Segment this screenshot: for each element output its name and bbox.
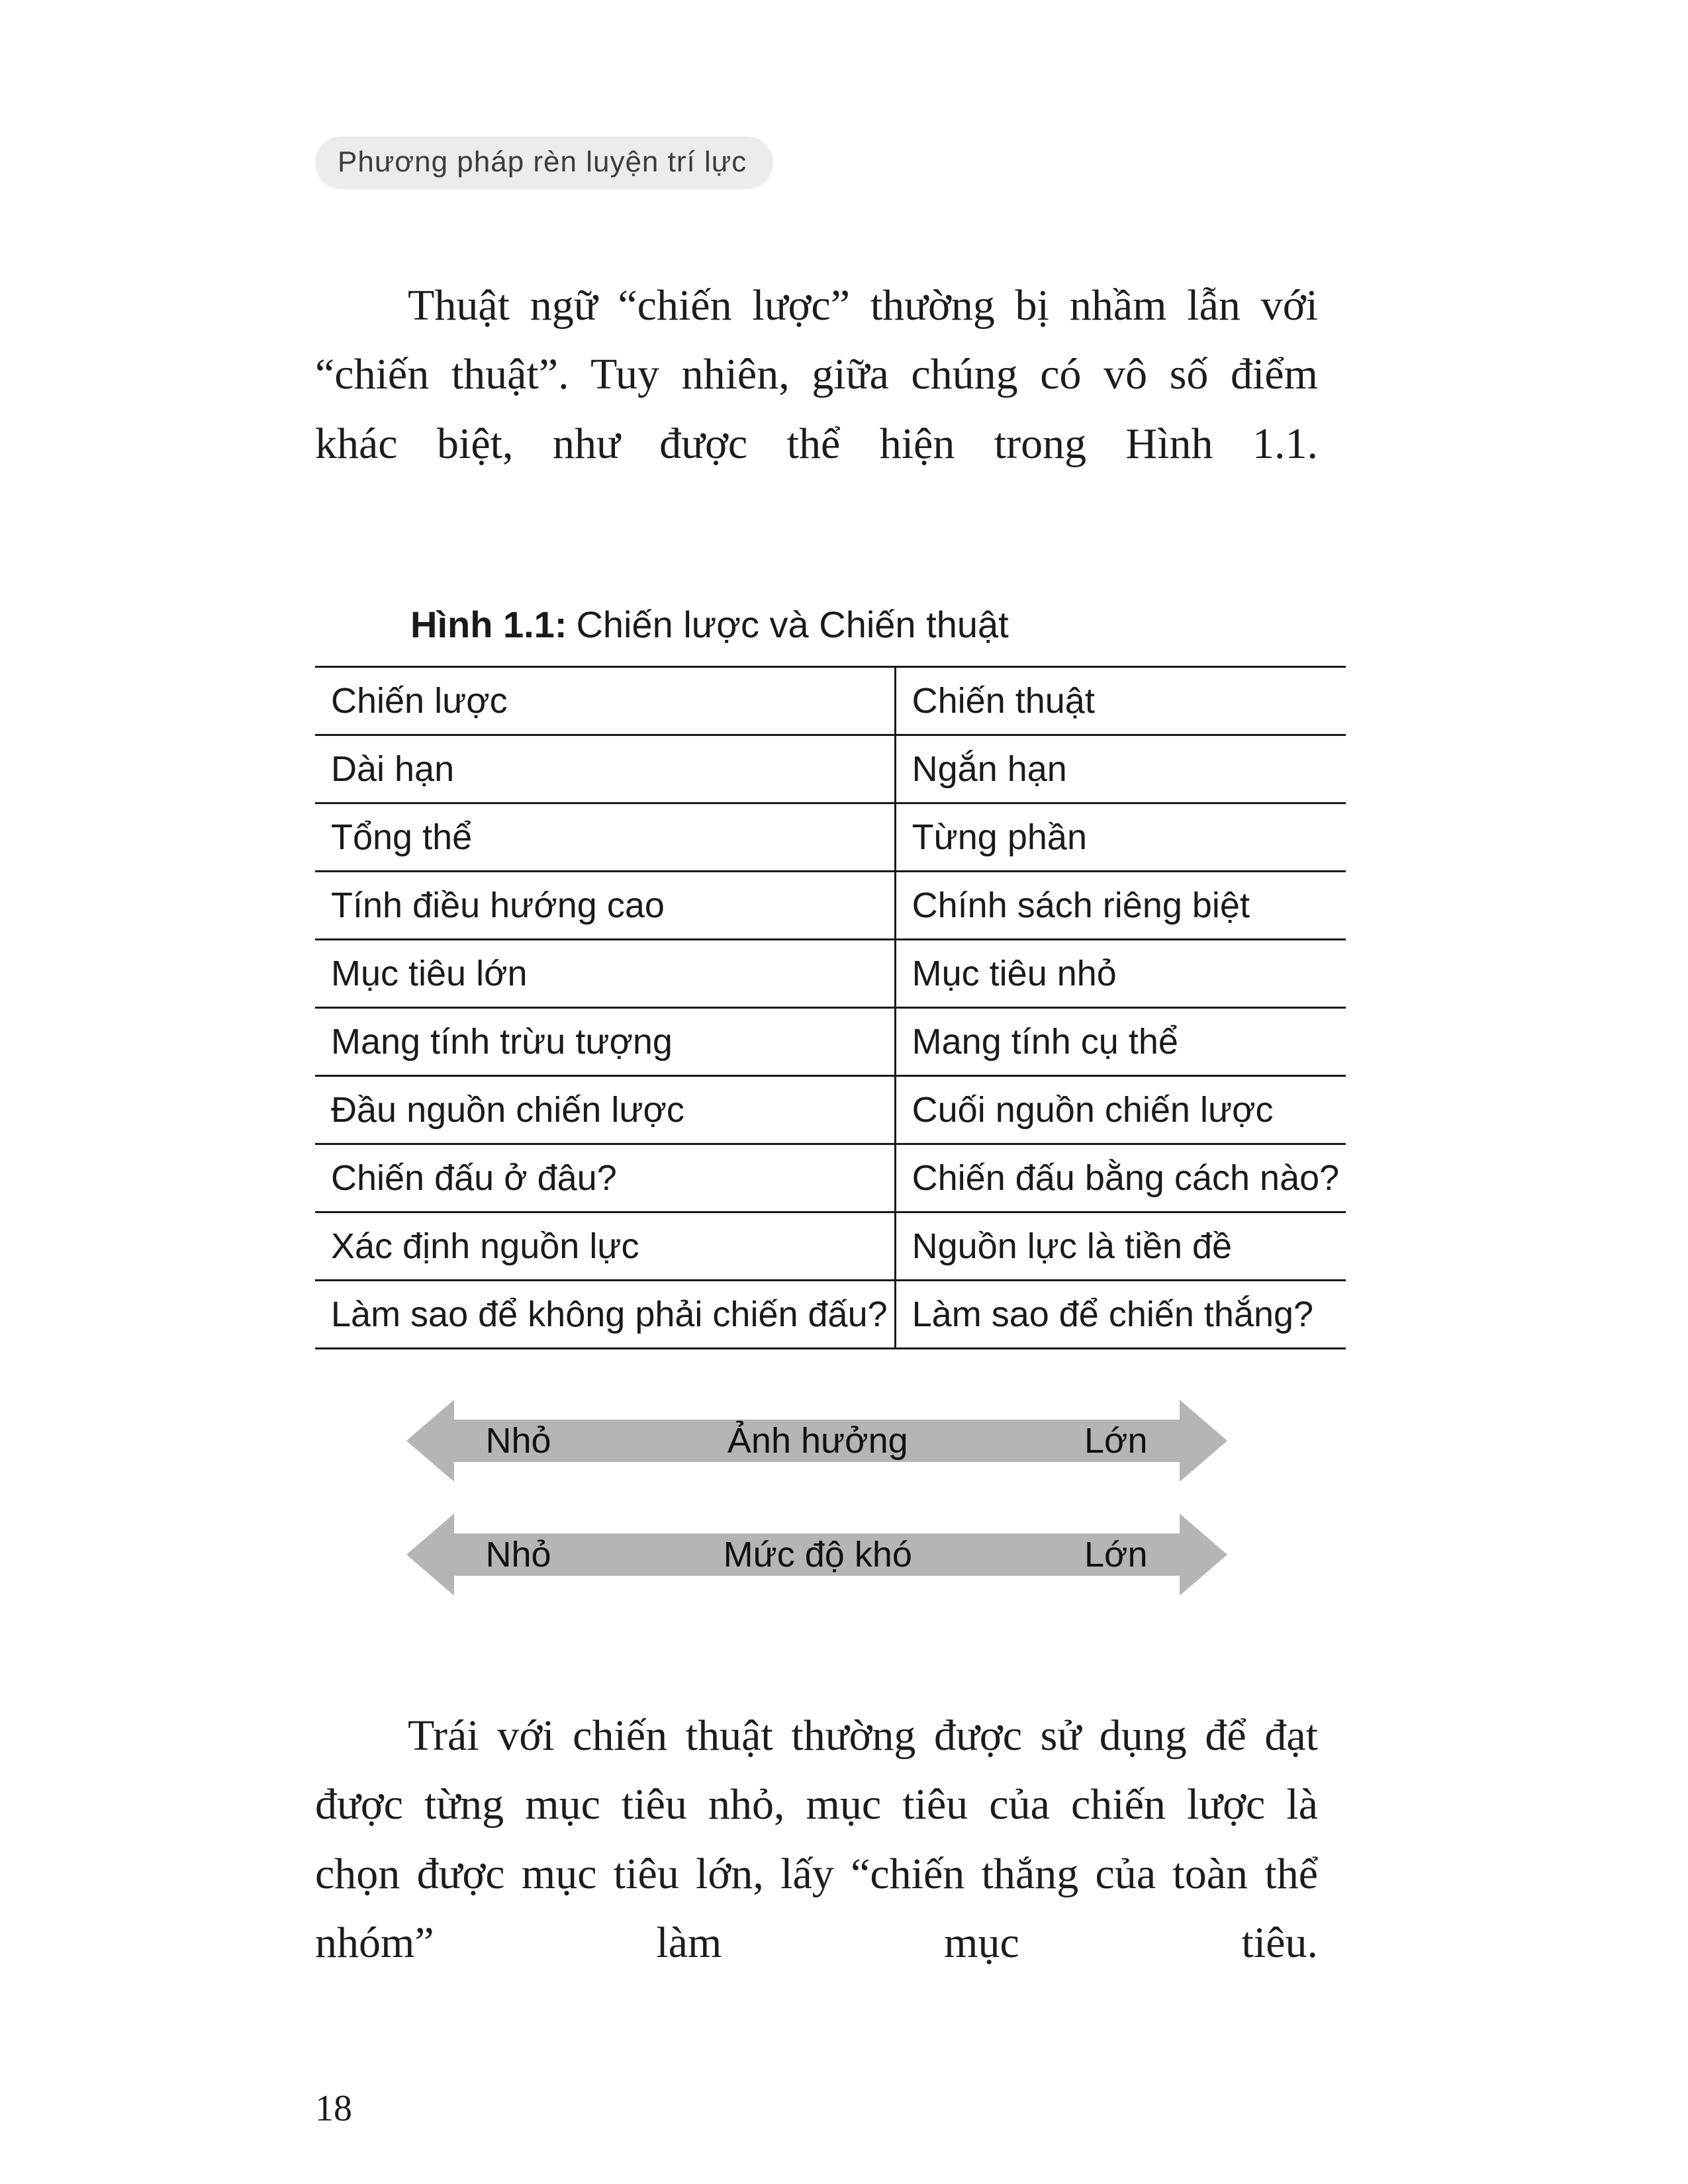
arrow-bar	[454, 1420, 1180, 1462]
table-cell-strategy: Làm sao để không phải chiến đấu?	[315, 1281, 895, 1349]
table-row	[315, 1281, 1346, 1349]
arrow-influence	[406, 1400, 1227, 1482]
arrow-left-label: Nhỏ	[485, 1535, 551, 1575]
table-row	[315, 872, 1346, 940]
paragraph-intro: Thuật ngữ “chiến lược” thường bị nhầm lẫn với “chiến thuật”. Tuy nhiên, giữa chúng có vô số điểm khác biệt, như được thể hiện trong Hình 1.1.	[315, 281, 1318, 468]
running-header	[315, 136, 773, 189]
arrow-right-label: Lớn	[1084, 1421, 1148, 1461]
table-cell-strategy: Chiến lược	[315, 667, 895, 735]
arrow-left-icon	[406, 1514, 454, 1596]
strategy-tactics-table	[315, 666, 1346, 1349]
table-cell-strategy: Mục tiêu lớn	[315, 940, 895, 1008]
table-row	[315, 735, 1346, 803]
table-row	[315, 667, 1346, 735]
arrow-center-label: Ảnh hưởng	[727, 1421, 908, 1461]
running-header-text: Phương pháp rèn luyện trí lực	[338, 146, 747, 178]
figure-caption-label: Hình 1.1:	[410, 604, 567, 646]
arrow-difficulty	[406, 1514, 1227, 1596]
figure-caption	[410, 603, 1318, 646]
table-row	[315, 803, 1346, 872]
table-row	[315, 940, 1346, 1008]
paragraph-closing: Trái với chiến thuật thường được sử dụng để đạt được từng mục tiêu nhỏ, mục tiêu của chiến lược là chọn được mục tiêu lớn, lấy “chiến thắng của toàn thể nhóm” làm mục tiêu.	[315, 1711, 1318, 1967]
table-cell-strategy: Dài hạn	[315, 735, 895, 803]
table-cell-strategy: Đầu nguồn chiến lược	[315, 1076, 895, 1144]
arrow-left-label: Nhỏ	[485, 1421, 551, 1461]
page-number: 18	[315, 2088, 352, 2130]
table-cell-tactics: Chiến đấu bằng cách nào?	[895, 1144, 1346, 1212]
arrow-right-icon	[1180, 1400, 1227, 1482]
arrow-right-icon	[1180, 1514, 1227, 1596]
table-cell-tactics: Chính sách riêng biệt	[895, 872, 1346, 940]
arrow-right-label: Lớn	[1084, 1535, 1148, 1575]
table-cell-tactics: Làm sao để chiến thắng?	[895, 1281, 1346, 1349]
arrow-center-label: Mức độ khó	[723, 1535, 912, 1575]
table-cell-strategy: Mang tính trừu tượng	[315, 1008, 895, 1076]
table-row	[315, 1144, 1346, 1212]
table-cell-strategy: Tổng thể	[315, 803, 895, 872]
arrow-bar	[454, 1533, 1180, 1576]
table-row	[315, 1212, 1346, 1281]
table-row	[315, 1076, 1346, 1144]
figure-caption-text: Chiến lược và Chiến thuật	[576, 604, 1009, 646]
figure-arrows	[315, 1400, 1318, 1596]
arrow-left-icon	[406, 1400, 454, 1482]
table-cell-tactics: Cuối nguồn chiến lược	[895, 1076, 1346, 1144]
table-cell-tactics: Ngắn hạn	[895, 735, 1346, 803]
table-cell-strategy: Tính điều hướng cao	[315, 872, 895, 940]
table-cell-tactics: Chiến thuật	[895, 667, 1346, 735]
table-row	[315, 1008, 1346, 1076]
table-cell-strategy: Xác định nguồn lực	[315, 1212, 895, 1281]
table-cell-tactics: Mang tính cụ thể	[895, 1008, 1346, 1076]
table-cell-tactics: Từng phần	[895, 803, 1346, 872]
table-cell-tactics: Mục tiêu nhỏ	[895, 940, 1346, 1008]
table-cell-tactics: Nguồn lực là tiền đề	[895, 1212, 1346, 1281]
table-cell-strategy: Chiến đấu ở đâu?	[315, 1144, 895, 1212]
